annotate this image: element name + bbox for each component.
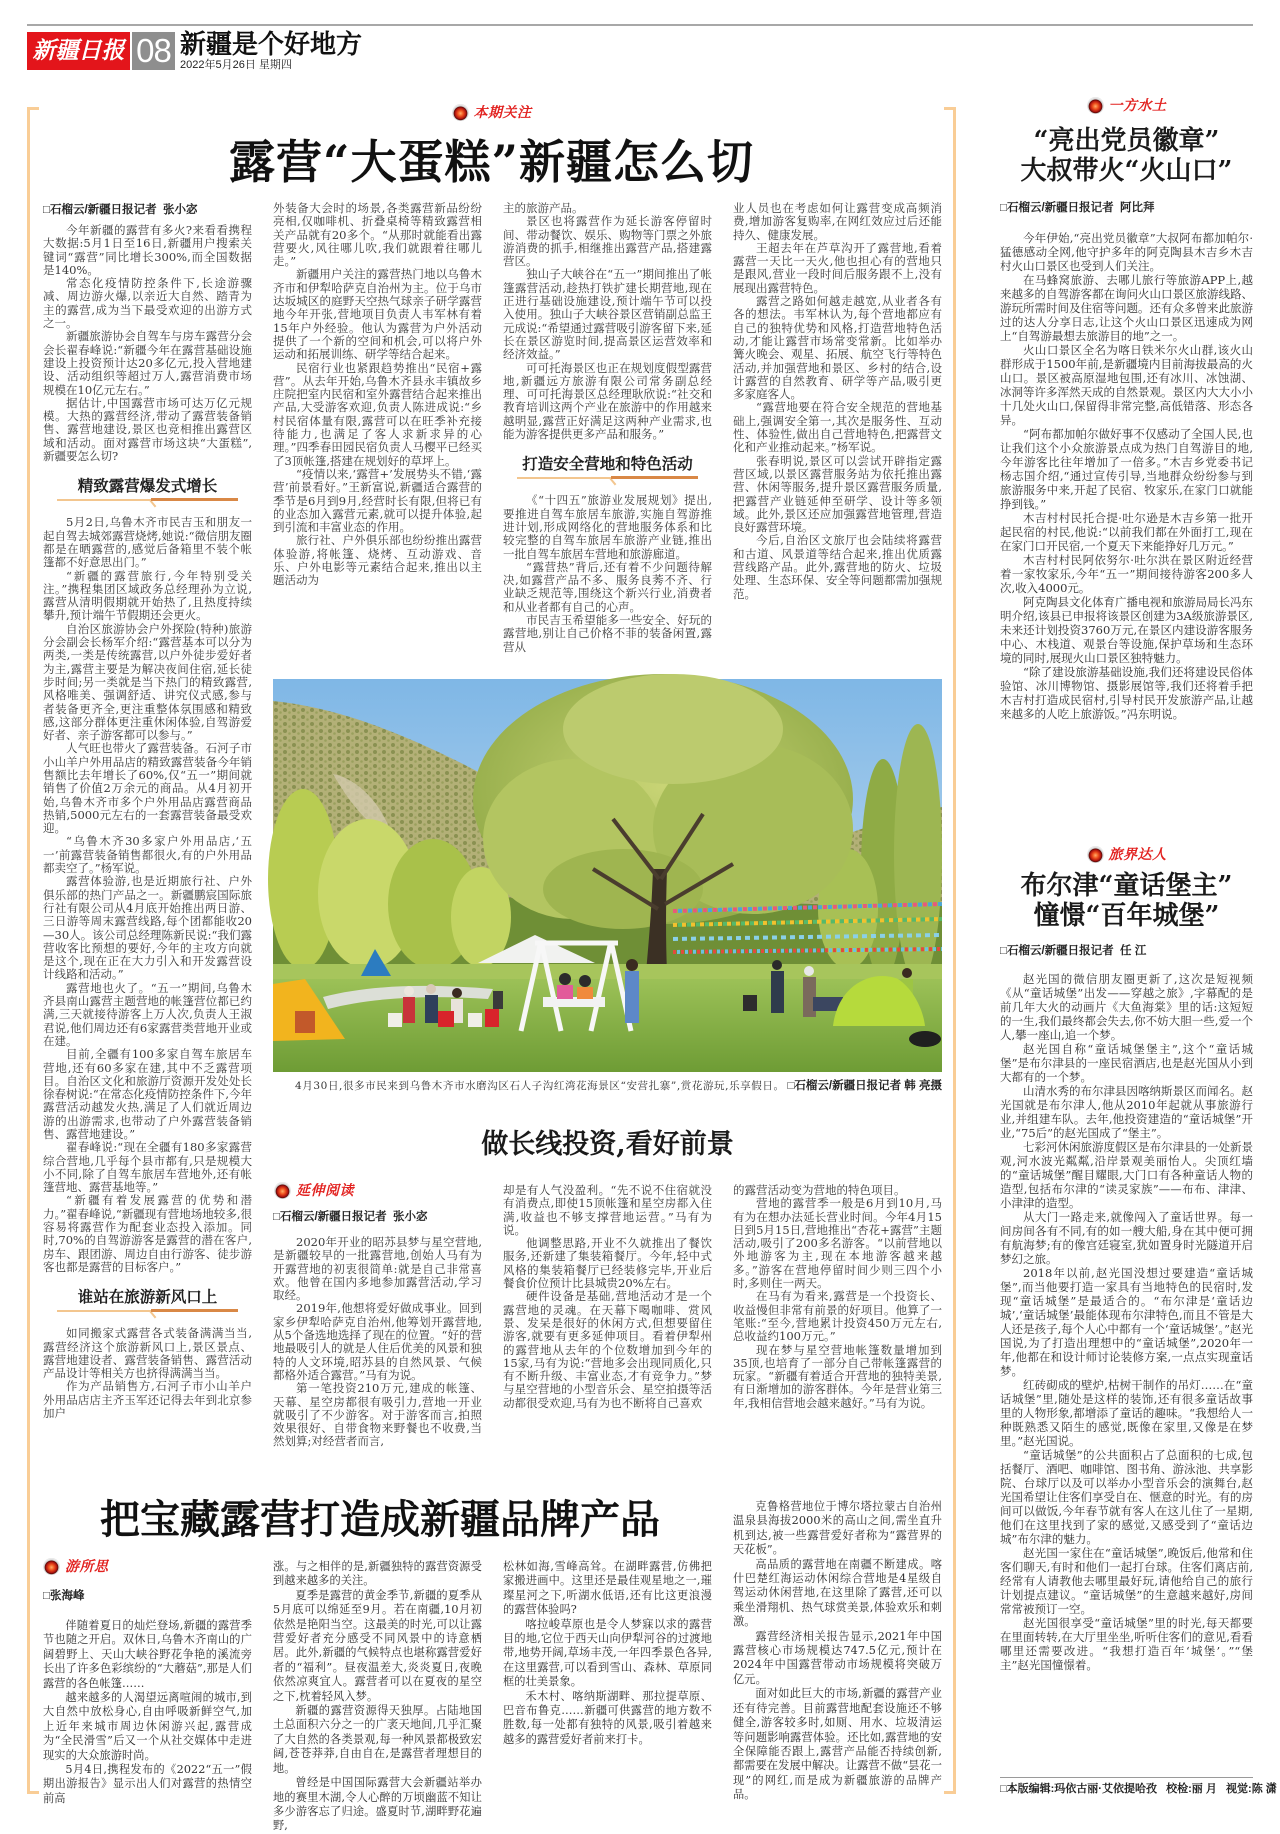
paragraph: 如同搬家式露营各式装备满满当当,露营经济这个旅游新风口上,景区景点、露营地建设者、露营装备销售、露营活动产品设计等相关方也挤得满满当当。 [43,1326,252,1381]
section-bullet-icon [1087,846,1104,863]
paragraph: “新疆有着发展露营的优势和潜力。”翟春峰说,“新疆现有营地场地较多,很容易将露营作为配套业态投入添加。同时,70%的自驾游游客是露营的潜在客户,房车、跟团游、周边自由行游客、徒步游客也都是露营的目标客户。” [43,1193,252,1274]
extended-reading-column-2 [273,1236,482,1460]
paragraph: 山清水秀的布尔津县因喀纳斯景区而闻名。赵光国就是布尔津人,他从2010年起就从事旅游行业,并组建车队。去年,他投资建造的“童话城堡”开业,“75后”的赵光国成了“堡主”。 [1000,1084,1253,1140]
section-label-text: 一方水土 [1108,97,1167,113]
paragraph: 《“十四五”旅游业发展规划》提出,要推进自驾车旅居车旅游,实施自驾游推进计划,形成网络化的营地服务体系和比较完整的自驾车旅居车旅游产业链,推出一批自驾车旅居车营地和旅游廊道。 [503,493,712,561]
subhead-block [503,455,712,485]
paragraph: “乌鲁木齐30多家户外用品店,‘五一’前露营装备销售都很火,有的户外用品都卖空了。”杨军说。 [43,834,252,876]
paragraph: 自治区旅游协会户外探险(特种)旅游分会副会长杨军介绍:“露营基本可以分为两类,一类是传统露营,以户外徒步爱好者为主,露营主要是为解决夜间住宿,延长徒步时间;另一类就是当下热门的精致露营,风格唯美、强调舒适、讲究仪式感,参与者装备更齐全,更注重整体氛围感和精致感,这部分群体更注重休闲体验,自驾游爱好者、亲子游客都可以参与。” [43,621,252,743]
paragraph: 曾经是中国国际露营大会新疆站举办地的赛里木湖,令人心醉的万顷幽蓝不知让多少游客忘了归途。盛夏时节,湖畔野花遍野, [273,1776,482,1833]
paragraph: 越来越多的人渴望远离喧闹的城市,到大自然中放松身心,自由呼吸新鲜空气,加上近年来城市周边休闲游兴起,露营成为“全民滑雪”后又一个从社交媒体中走进现实的大众旅游时尚。 [43,1691,252,1762]
paragraph: 新疆用户关注的露营热门地以乌鲁木齐市和伊犁哈萨克自治州为主。位于乌市达坂城区的庭野天空热气球亲子研学露营地今年开张,营地项目负责人韦军林有着15年户外经验。他认为露营为户外活动提供了一个新的空间和机会,可以将户外运动和拓展训练、研学等结合起来。 [273,267,482,362]
commentary-column-2 [273,1560,482,1833]
subhead-underline [517,476,698,485]
paragraph: 高品质的露营地在南疆不断建成。喀什巴楚红海运动休闲综合营地是4星级自驾运动休闲营地,在这里除了露营,还可以乘坐滑翔机、热气球赏美景,体验欢乐和刺激。 [733,1557,942,1629]
commentary-column-1 [43,1619,252,1805]
paragraph: 人气旺也带火了露营装备。石河子市小山羊户外用品店的精致露营装备今年销售额比去年增长了60%,仅“五一”期间就销售了价值2万余元的商品。从4月初开始,乌鲁木齐市多个户外用品店露营商品热销,5000元左右的一套露营装备最受欢迎。 [43,741,252,836]
underline-light [57,1310,151,1312]
paragraph: 据估计,中国露营市场可达万亿元规模。大热的露营经济,带动了露营装备销售、露营地建设,景区也竞相推出露营区域和活动。面对露营市场这块“大蛋糕”,新疆要怎么切? [43,395,252,464]
sidebar-local-headline [1000,126,1253,186]
paragraph: “除了建设旅游基础设施,我们还将建设民俗体验馆、冰川博物馆、摄影展馆等,我们还将着手把木吉村打造成民宿村,引导村民开发旅游产品,让越来越多的人吃上旅游饭。”冯东明说。 [1000,665,1253,721]
section-bullet-icon [1087,97,1104,114]
sidebar-people-body [1000,972,1253,1772]
extended-reading-headline: 做长线投资,看好前景 [481,1129,734,1160]
paragraph: 在马有为看来,露营是一个投资长、收益慢但非常有前景的好项目。他算了一笔账:“至今,营地累计投资450万元左右,总收益约100万元。” [733,1289,942,1344]
publication-date: 2022年5月26日 星期四 [180,59,292,71]
paragraph: 木吉村村民托合提·吐尔逊是木吉乡第一批开起民宿的村民,他说:“以前我们都在外面打工,现在在家门口开民宿,一个夏天下来能挣好几万元。” [1000,511,1253,553]
paragraph: 市民吉玉希望能多一些安全、好玩的露营地,别让自己价格不菲的装备闲置,露营从 [503,613,712,654]
frame-right-border [953,107,956,1794]
paragraph: 赵光国很享受“童话城堡”里的时光,每天都要在里面转转,在大厅里坐坐,听听住客们的意见,看看哪里还需要改进。“我想打造百年‘城堡’。”“堡主”赵光国憧憬着。 [1000,1616,1253,1672]
paragraph: 夏季是露营的黄金季节,新疆的夏季从5月底可以绵延至9月。若在南疆,10月初依然是艳阳当空。这最美的时光,可以让露营爱好者充分感受不同风景中的诗意栖居。此外,新疆的气候特点也堪称露营爱好者的“福利”。昼夜温差大,炎炎夏日,夜晚依然凉爽宜人。露营者可以在夏夜的星空之下,枕着轻风入梦。 [273,1588,482,1703]
paragraph: 却是有人气没盈利。“先不说不住宿就没有消费点,即使15顶帐篷和星空房都入住满,收益也不够支撑营地运营。”马有为说。 [503,1183,712,1237]
photo-bag [909,1031,941,1047]
section-label-extended-reading [274,1181,354,1199]
subhead-title: 打造安全营地和特色活动 [522,454,693,474]
section-bullet-icon [274,1182,291,1199]
photo-caption [273,1079,942,1093]
paragraph: 木吉村村民阿依努尔·吐尔洪在景区附近经营着一家牧家乐,今年“五一”期间接待游客200多人次,收入4000元。 [1000,553,1253,595]
paragraph: 现在梦与星空营地帐篷数量增加到35顶,也培育了一部分自己带帐篷露营的玩家。“新疆有着适合开营地的独特美景,有日渐增加的游客群体。今年是营业第三年,我相信营地会越来越好。”马有为说。 [733,1342,942,1410]
headline-line: 憧憬“百年城堡” [1033,901,1220,931]
paragraph: 他调整思路,开业不久就推出了餐饮服务,还新建了集装箱餐厅。今年,轻中式风格的集装箱餐厅已经装修完毕,开业后餐食价位预计比县城贵20%左右。 [503,1236,712,1291]
frame-left-border [27,107,30,1794]
paragraph: 5月4日,携程发布的《2022“五一”假期出游报告》显示出人们对露营的热情空前高 [43,1763,252,1805]
underline-light [517,477,611,479]
paragraph: 2019年,他想将爱好做成事业。回到家乡伊犁哈萨克自治州,他筹划开露营地,从5个备选地选择了现在的位置。“好的营地最吸引人的就是人住后优美的风景和独特的人文环境,昭苏县的自然风景、气候都格外适合露营。”马有为说。 [273,1301,482,1382]
paragraph: 七彩河休闲旅游度假区是布尔津县的一处新景观,河水波光粼粼,沿岸景观美丽怡人。尖顶红墙的“童话城堡”醒目耀眼,大门口有各种童话人物的造型,包括布尔津的“读灵家族”——布布、津津、小津津的造型。 [1000,1140,1253,1210]
headline-line: 布尔津“童话堡主” [1020,871,1233,901]
paragraph: 赵光国一家住在“童话城堡”,晚饭后,他常和住客们聊天,有时和他们一起打台球。住客们离店前,经常有人请教他去哪里最好玩,请他给自己的旅行计划提点建议。“童话城堡”的生意越来越好,房间常常被预订一空。 [1000,1546,1253,1616]
underline-dark [151,1309,238,1312]
paragraph: 旅行社、户外俱乐部也纷纷推出露营体验游,将帐篷、烧烤、互动游戏、音乐、户外电影等元素结合起来,推出以主题活动为 [273,533,482,588]
sidebar-people-byline: □石榴云/新疆日报记者 任 江 [1000,945,1147,957]
subhead-block [43,1288,252,1318]
main-article-column-1 [43,224,252,1460]
extended-reading-column-4 [733,1184,942,1460]
subhead-underline [57,498,238,507]
paragraph: 业人员也在考虑如何让露营变成高频消费,增加游客复购率,在网红效应过后还能持久、健康发展。 [733,201,942,242]
newspaper-logo: 新疆日报 [27,32,130,70]
section-label-text: 旅界达人 [1108,846,1167,862]
section-label-local [1000,96,1253,114]
paragraph: 外装备大会时的场景,各类露营新品纷纷亮相,仅咖啡机、折叠桌椅等精致露营相关产品就有20多个。“从那时就能看出露营要火,风往哪儿吹,我们就跟着往哪儿走。” [273,201,482,269]
paragraph: “童话城堡”的公共面积占了总面积的七成,包括餐厅、酒吧、咖啡馆、图书角、游泳池、共享影院、台球厅以及可以举办小型音乐会的演舞台,赵光国希望让住客们享受自在、惬意的时光。有的房间可以做饭,今年春节就有客人在这儿住了一星期,他们在这里找到了家的感觉,又感受到了“童话边城”布尔津的魅力。 [1000,1448,1253,1546]
paragraph: “新疆的露营旅行,今年特别受关注。”携程集团区域政务总经理孙为立说,露营从清明假期就开始热了,且热度持续攀升,预计端午节假期还会更火。 [43,568,252,623]
commentary-byline: □张海峰 [43,1590,85,1602]
section-label-text: 游所思 [65,1558,109,1574]
paragraph: 新疆的露营资源得天独厚。占陆地国土总面积六分之一的广袤天地间,几乎汇聚了大自然的各类景观,每一种风景都极致宏阔,苍苍莽莽,自由自在,是露营者理想目的地。 [273,1704,482,1775]
underline-light [57,499,151,501]
paragraph: 5月2日,乌鲁木齐市民吉玉和朋友一起自驾去城郊露营烧烤,她说:“微信朋友圈都是在晒露营的,感觉后备箱里不装个帐篷都不好意思出门。” [43,515,252,570]
paragraph: 露营之路如何越走越宽,从业者各有各的想法。韦军林认为,每个营地都应有自己的独特优势和风格,打造营地特色活动,才能让露营市场常变常新。比如举办篝火晚会、观星、拓展、航空飞行等特色活动,并加强营地和景区、乡村的结合,设计露营的自然教育、研学等产品,吸引更多家庭客人。 [733,294,942,402]
paragraph: 2018年以前,赵光国没想过要建造“童话城堡”,而当他要打造一家具有当地特色的民宿时,发现“童话城堡”是最适合的。“布尔津是‘童话边城’,‘童话城堡’最能体现布尔津特色,而且不管是大人还是孩子,每个人心中都有一个‘童话城堡’。”赵光国说,为了打造出理想中的“童话城堡”,2020年一年,他都在和设计师讨论装修方案,一点点实现童话梦。 [1000,1266,1253,1378]
paragraph: 目前,全疆有100多家自驾车旅居车营地,还有60多家在建,其中不乏露营项目。自治区文化和旅游厅资源开发处处长徐春树说:“在常态化疫情防控条件下,今年露营活动越发火热,满足了人们就近周边游的出游需求,也带动了户外露营装备销售、露营地建设。” [43,1047,252,1141]
underline-dark [611,476,698,479]
underline-dark [151,498,238,501]
paragraph: 主的旅游产品。 [503,201,584,215]
sidebar-local-body [1000,231,1253,809]
main-article-column-2 [273,202,482,660]
paragraph: 营地的露营季一般是6月到10月,马有为在想办法延长营业时间。今年4月15日到5月15日,营地推出“杏花+露营”主题活动,吸引了200多名游客。“以前营地以外地游客为主,现在本地游客越来越多。”游客在营地停留时间少则三四个小时,多则住一两天。 [733,1196,942,1291]
extended-reading-byline: □石榴云/新疆日报记者 张小宓 [273,1211,428,1223]
section-bullet-icon [43,1558,60,1575]
paragraph: 张春明说,景区可以尝试开辟指定露营区域,以景区露营服务站为依托推出露营、休闲等服务,提升景区露营服务质量,把露营产业链延伸至研学、设计等多领域。此外,景区还应加强露营地管理,营造良好露营环境。 [733,453,942,535]
paragraph: 翟春峰说:“现在全疆有180多家露营综合营地,几乎每个县市都有,只是规模大小不同,除了自驾车旅居车营地外,还有帐篷营地、露营基地等。” [43,1140,252,1195]
section-label-text: 延伸阅读 [296,1182,354,1198]
extended-reading-column-3 [503,1184,712,1460]
photo-credit: □石榴云/新疆日报记者 韩 亮摄 [787,1080,942,1092]
paragraph: 民宿行业也紧跟趋势推出“民宿+露营”。从去年开始,乌鲁木齐县永丰镇故乡庄院把室内民宿和室外露营结合起来推出产品,大受游客欢迎,负责人陈进成说:“乡村民宿体量有限,露营可以在旺季补充接待能力,也满足了客人求新求异的心理。”四季春田园民宿负责人马樱平已经买了3顶帐篷,搭建在规划好的草坪上。 [273,360,482,468]
camping-scene-photo [273,679,942,1072]
paragraph: 阿克陶县文化体育广播电视和旅游局局长冯东明介绍,该县已申报将该景区创建为3A级旅游景区,未来还计划投资3760万元,在景区内建设游客服务中心、木栈道、观景台等设施,保护草场和生态环境的同时,展现火山口景区独特魅力。 [1000,595,1253,665]
subhead-underline [57,1309,238,1318]
paragraph: 在马蜂窝旅游、去哪儿旅行等旅游APP上,越来越多的自驾游客都在询问火山口景区旅游线路、游玩所需时间及住宿等问题。还有众多曾来此旅游过的达人分享日志,让这个火山口景区迅速成为网上“自驾游最想去旅游目的地”之一。 [1000,273,1253,343]
paragraph: 今年伊始,“亮出党员徽章”大叔阿布都加帕尔·猛德感动全网,他守护多年的阿克陶县木吉乡木吉村火山口景区也受到人们关注。 [1000,231,1253,273]
paragraph: 景区也将露营作为延长游客停留时间、带动餐饮、娱乐、购物等门票之外旅游消费的抓手,相继推出露营产品,搭建露营区。 [503,214,712,269]
page-number: 08 [132,32,175,70]
main-headline: 露营“大蛋糕”新疆怎么切 [229,135,754,189]
photo-caption-text: 4月30日,很多市民来到乌鲁木齐市水磨沟区石人子沟红湾花海景区“安营扎寨”,赏花游玩,乐享假日。 [295,1080,785,1092]
paragraph: 王超去年在芦草沟开了露营地,看着露营一天比一天火,他也担心有的营地只是跟风,营业一段时间后服务跟不上,没有展现出露营特色。 [733,240,942,295]
paragraph: 2020年开业的昭苏县梦与星空营地,是新疆较早的一批露营地,创始人马有为开露营地的初衷很简单:就是自己非常喜欢。他曾在国内多地参加露营活动,学习取经。 [273,1235,482,1303]
main-article-column-4 [733,202,942,660]
paragraph: 克鲁格营地位于博尔塔拉蒙古自治州温泉县海拔2000米的高山之间,需坐直升机到达,被一些露营爱好者称为“露营界的天花板”。 [733,1500,942,1557]
paragraph: “疫情以来,‘露营+’发展势头不错,‘露营’前景看好。”王新富说,新疆适合露营的季节是6月到9月,经营时长有限,但将已有的业态加入露营元素,就可以提升体验,起到引流和丰富业态的作用。 [273,466,482,535]
section-bullet-icon [452,104,469,121]
paragraph: “阿布都加帕尔做好事不仅感动了全国人民,也让我们这个小众旅游景点成为热门自驾游目的地,今年游客比往年增加了一倍多。”木吉乡党委书记杨志国介绍,“通过宣传引导,当地群众纷纷参与到旅游服务中来,开起了民宿、牧家乐,在家门口就能挣到钱。” [1000,427,1253,511]
footer-rule [1000,1777,1253,1778]
subhead-title: 精致露营爆发式增长 [77,476,218,496]
paragraph: “露营地要在符合安全规范的营地基础上,强调安全第一,其次是服务性、互动性、体验性,做出自己营地特色,把露营文化和产业推动起来。”杨军说。 [733,400,942,455]
commentary-headline: 把宝藏露营打造成新疆品牌产品 [100,1496,660,1543]
frame-corner-bottom-left [27,1791,39,1794]
paragraph: 常态化疫情防控条件下,长途游骤减、周边游火爆,以亲近大自然、踏青为主的露营,成为当下最受欢迎的出游方式之一。 [43,276,252,331]
paragraph: 可可托海景区也正在规划度假型露营地,新疆远方旅游有限公司常务副总经理、可可托海景区总经理耿欣说:“社交和教育培训这两个产业在旅游中的作用越来越明显,露营正好满足这两种产业需求,也能为游客提供更多产品和服务。” [503,360,712,442]
commentary-column-3 [503,1560,712,1791]
masthead-rule [27,24,1253,26]
subhead-block [43,477,252,507]
sidebar-people-headline [1000,871,1253,931]
paragraph: 松林如海,雪峰高耸。在湖畔露营,仿佛把家搬进画中。这里还是最佳观星地之一,璀璨星河之下,听湖水低语,还有比这更浪漫的露营体验吗? [503,1560,712,1617]
paragraph: 涨。与之相伴的是,新疆独特的露营资源受到越来越多的关注。 [273,1560,482,1588]
paragraph: 火山口景区全名为喀日铁米尔火山群,该火山群形成于1500年前,是新疆境内目前海拔最高的火山口。景区被高原湿地包围,还有冰川、冰蚀湖、冰洞等许多浑然天成的自然景观。景区内大大小小十几处火山口,保留得非常完整,高低错落、形态各异。 [1000,343,1253,427]
paragraph: 硬件设备是基础,营地活动才是一个露营地的灵魂。在天幕下喝咖啡、赏风景、发呆是很好的休闲方式,但想要留住游客,就要有更多延伸项目。看着伊犁州的露营地从去年的个位数增加到今年的15家,马有为说:“营地多会出现同质化,只有不断升级、丰富业态,才有竞争力。”梦与星空营地的小型音乐会、星空拍摄等活动都很受欢迎,马有为也不断将自己喜欢 [503,1289,712,1410]
paragraph: 红砖砌成的壁炉,枯树干制作的吊灯……在“童话城堡”里,随处是这样的装饰,还有很多童话故事里的人物形象,都增添了童话的趣味。“我想给人一种既熟悉又陌生的感觉,既像在家里,又像是在梦里。”赵光国说。 [1000,1378,1253,1448]
paragraph: 露营体验游,也是近期旅行社、户外俱乐部的热门产品之一。新疆鹏宸国际旅行社有限公司从4月底开始推出两日游、三日游等周末露营线路,每个团都能收20—30人。该公司总经理陈新民说:“我们露营收客比预想的要好,今年的主攻方向就是这个,现在正在大力引入和开发露营设计线路和活动。” [43,874,252,982]
paragraph: 禾木村、喀纳斯湖畔、那拉提草原、巴音布鲁克……新疆可供露营的地方数不胜数,每一处都有独特的风景,吸引着越来越多的露营爱好者前来打卡。 [503,1689,712,1746]
main-byline: □石榴云/新疆日报记者 张小宓 [43,204,198,216]
paragraph: 伴随着夏日的灿烂登场,新疆的露营季节也随之开启。双休日,乌鲁木齐南山的广阔碧野上、天山大峡谷野花争艳的溪流旁长出了许多色彩缤纷的“大蘑菇”,那是人们露营的各色帐篷…… [43,1619,252,1690]
subhead-title: 谁站在旅游新风口上 [77,1287,218,1307]
paragraph: 第一笔投资210万元,建成的帐篷、天幕、星空房都很有吸引力,营地一开业就吸引了不少游客。对于游客而言,拍照效果很好、自带食物来野餐也不收费,当然划算;对经营者而言, [273,1381,482,1449]
paragraph: 的露营活动变为营地的特色项目。 [733,1183,906,1197]
paragraph: 赵光国的微信朋友圈更新了,这次是短视频《从“童话城堡”出发——穿越之旅》,字幕配的是前几年大火的动画片《大鱼海棠》里的话:这短短的一生,我们最终都会失去,你不妨大胆一些,爱一个人,攀一座山,追一个梦。 [1000,972,1253,1042]
headline-line: “亮出党员徽章” [1033,126,1220,156]
headline-line: 大叔带火“火山口” [1020,156,1233,186]
paragraph: 面对如此巨大的市场,新疆的露营产业还有待完善。目前露营地配套设施还不够健全,游客较多时,如厕、用水、垃圾清运等问题影响露营体验。还比如,露营地的安全保障能否跟上,露营产品能否持续创新,都需要在发展中解决。让露营不做“昙花一现”的网红,而是成为新疆旅游的品牌产品。 [733,1687,942,1802]
editor-credits: □本版编辑:玛依古丽·艾依提哈孜 校检:丽 月 视觉:陈 潇 [1000,1783,1277,1795]
paragraph: 从大门一路走来,就像闯入了童话世界。每一间房间各有不同,有的如一艘大船,身在其中便可拥有航海梦;有的像宫廷寝室,犹如置身时光隧道开启梦幻之旅。 [1000,1210,1253,1266]
paragraph: 新疆旅游协会自驾车与房车露营分会会长翟春峰说:“新疆今年在露营基础设施建设上投资预计达20多亿元,投入营地建设、活动组织等超过万人,露营消费市场规模在10亿元左右。” [43,329,252,397]
paragraph: 独山子大峡谷在“五一”期间推出了帐篷露营活动,趁热打铁扩建长期营地,现在正进行基础设施建设,预计端午节可以投入使用。独山子大峡谷景区营销副总监王元成说:“希望通过露营吸引游客留下来,延长在景区游览时间,提高景区运营效率和经济效益。” [503,267,712,362]
paragraph: 露营地也火了。“五一”期间,乌鲁木齐县南山露营主题营地的帐篷营位都已约满,三天就接待游客上万人次,负责人王淑君说,他们周边还有6家露营类营地开业或在建。 [43,980,252,1048]
sidebar-local-byline: □石榴云/新疆日报记者 阿比拜 [1000,202,1155,214]
paragraph: 喀拉峻草原也是令人梦寐以求的露营目的地,它位于西天山向伊犁河谷的过渡地带,地势开阔,草场丰茂,一年四季景色各异,在这里露营,可以看到雪山、森林、草原同框的壮美景象。 [503,1617,712,1689]
section-label-travel-thoughts [43,1557,109,1575]
paragraph: 赵光国自称“童话城堡堡主”,这个“童话城堡”是布尔津县的一座民宿酒店,也是赵光国从小到大都有的一个梦。 [1000,1042,1253,1084]
section-label-travel-people [1000,845,1253,863]
page-title: 新疆是个好地方 [180,29,363,59]
frame-corner-bottom-right [944,1791,956,1794]
paragraph: 今年新疆的露营有多火?来看看携程大数据:5月1日至16日,新疆用户搜索关键词“露营”同比增长300%,而全国数据是140%。 [43,223,252,277]
main-article-column-3 [503,202,712,660]
paragraph: 今后,自治区文旅厅也会陆续将露营和古道、风景道等结合起来,推出优质露营线路产品。此外,露营地的防火、垃圾处理、生态环保、安全等问题都需加强规范。 [733,533,942,601]
section-label-focus [28,103,955,121]
paragraph: “露营热”背后,还有着不少问题待解决,如露营产品不多、服务良莠不齐、行业缺乏规范等,围绕这个新兴行业,消费者和从业者都有自己的心声。 [503,559,712,614]
paragraph: 作为产品销售方,石河子市小山羊户外用品店店主齐玉军还记得去年到北京参加户 [43,1379,252,1421]
news-photo [273,679,942,1072]
section-label-text: 本期关注 [473,104,532,120]
paragraph: 露营经济相关报告显示,2021年中国露营核心市场规模达747.5亿元,预计在2024年中国露营带动市场规模将突破万亿元。 [733,1629,942,1686]
commentary-column-4 [733,1500,942,1802]
